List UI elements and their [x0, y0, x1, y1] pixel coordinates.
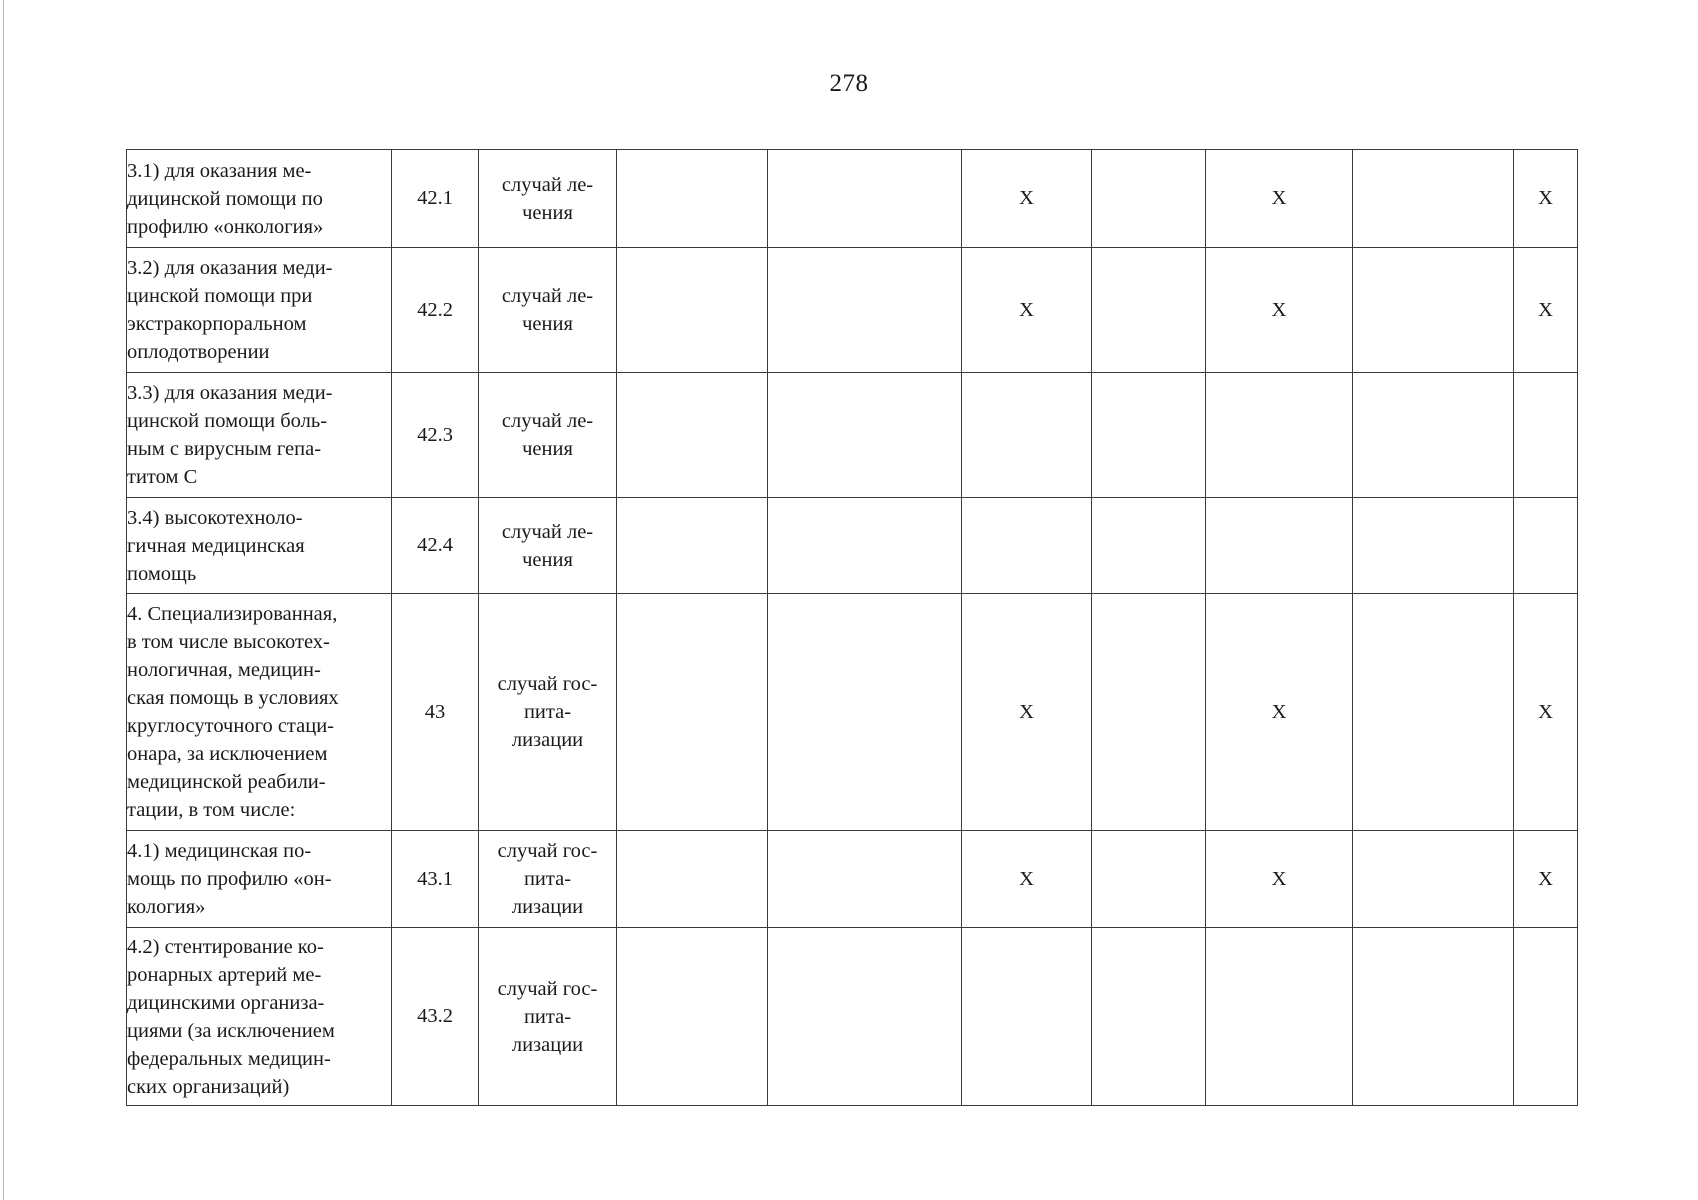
- unit-cell: [479, 248, 617, 373]
- indicator-name-line: 4. Специализированная,: [127, 603, 338, 625]
- indicator-name-cell: [127, 248, 392, 373]
- unit-line: пита-: [523, 868, 572, 890]
- indicator-name-line: круглосуточного стаци-: [127, 715, 335, 737]
- unit-line: чения: [522, 438, 573, 460]
- value-cell: [1514, 928, 1578, 1106]
- indicator-name-cell: [127, 150, 392, 248]
- indicator-name-cell: [127, 498, 392, 594]
- indicator-name-line: 3.3) для оказания меди-: [127, 382, 333, 404]
- value-cell: [617, 498, 768, 594]
- unit-line: случай ле-: [501, 285, 594, 307]
- value-cell: X: [1514, 831, 1578, 928]
- indicator-name-line: ских организаций): [127, 1075, 290, 1098]
- indicator-name-cell: [127, 831, 392, 928]
- value-cell: [1353, 831, 1514, 928]
- value-cell: X: [962, 150, 1092, 248]
- indicator-name-line: ронарных артерий ме-: [127, 963, 322, 986]
- table-row: [127, 831, 1578, 928]
- value-cell: [617, 373, 768, 498]
- value-cell: X: [1206, 594, 1353, 831]
- unit-line: лизации: [511, 896, 584, 918]
- unit-line: лизации: [511, 1033, 584, 1056]
- value-cell: [1353, 248, 1514, 373]
- unit-line: пита-: [523, 701, 572, 723]
- value-cell: X: [1514, 594, 1578, 831]
- value-cell: X: [1206, 150, 1353, 248]
- unit-line: пита-: [523, 1005, 572, 1028]
- table-row: [127, 928, 1578, 1106]
- unit-cell: [479, 831, 617, 928]
- indicator-name-line: цинской помощи боль-: [127, 410, 328, 432]
- value-cell: [768, 248, 962, 373]
- value-cell: [768, 831, 962, 928]
- value-cell: [1206, 373, 1353, 498]
- table-row: [127, 373, 1578, 498]
- indicator-name-line: оплодотворении: [127, 341, 270, 363]
- value-cell: [768, 594, 962, 831]
- unit-cell: [479, 594, 617, 831]
- value-cell: [1514, 373, 1578, 498]
- value-cell: X: [1206, 831, 1353, 928]
- indicator-name-cell: [127, 928, 392, 1106]
- indicator-name-line: онара, за исключением: [127, 743, 328, 765]
- table-row: [127, 498, 1578, 594]
- value-cell: [768, 150, 962, 248]
- indicator-name-line: ская помощь в условиях: [127, 687, 339, 709]
- unit-line: случай ле-: [501, 520, 594, 543]
- table-row: [127, 248, 1578, 373]
- indicator-name-line: нологичная, медицин-: [127, 659, 321, 681]
- unit-line: случай гос-: [497, 673, 598, 695]
- indicator-name-cell: [127, 594, 392, 831]
- indicator-name-line: дицинскими организа-: [127, 991, 325, 1014]
- indicator-name-line: 3.1) для оказания ме-: [127, 159, 312, 182]
- indicator-name-line: 4.1) медицинская по-: [127, 840, 312, 862]
- value-cell: [617, 831, 768, 928]
- value-cell: [1092, 831, 1206, 928]
- unit-line: чения: [522, 201, 573, 224]
- indicator-name-line: циями (за исключением: [127, 1019, 335, 1042]
- value-cell: [1092, 928, 1206, 1106]
- unit-cell: [479, 498, 617, 594]
- unit-line: случай ле-: [501, 410, 594, 432]
- value-cell: [1092, 150, 1206, 248]
- row-code-cell: 42.3: [392, 373, 479, 498]
- indicator-name-line: титом С: [127, 466, 198, 488]
- row-code-cell: 42.1: [392, 150, 479, 248]
- value-cell: X: [1514, 248, 1578, 373]
- unit-line: чения: [522, 313, 573, 335]
- row-code-cell: 43.2: [392, 928, 479, 1106]
- indicator-name-line: экстракорпоральном: [127, 313, 307, 335]
- indicator-name-line: ным с вирусным гепа-: [127, 438, 322, 460]
- value-cell: [1092, 248, 1206, 373]
- unit-line: лизации: [511, 729, 584, 751]
- value-cell: [1514, 498, 1578, 594]
- value-cell: [962, 928, 1092, 1106]
- table-row: [127, 594, 1578, 831]
- row-code-cell: 42.4: [392, 498, 479, 594]
- value-cell: [768, 498, 962, 594]
- value-cell: [1353, 498, 1514, 594]
- value-cell: X: [962, 594, 1092, 831]
- value-cell: [617, 928, 768, 1106]
- scan-edge-line: [3, 0, 4, 1200]
- unit-line: случай гос-: [497, 840, 598, 862]
- value-cell: [1353, 373, 1514, 498]
- table-row: [127, 150, 1578, 248]
- unit-line: случай ле-: [501, 173, 594, 196]
- value-cell: X: [962, 831, 1092, 928]
- indicator-name-line: в том числе высокотех-: [127, 631, 330, 653]
- indicator-name-line: помощь: [127, 562, 197, 585]
- value-cell: [768, 928, 962, 1106]
- indicator-name-line: мощь по профилю «он-: [127, 868, 332, 890]
- value-cell: [1353, 594, 1514, 831]
- row-code-cell: 43.1: [392, 831, 479, 928]
- page-number: 278: [829, 70, 869, 97]
- indicator-name-line: цинской помощи при: [127, 285, 313, 307]
- unit-cell: [479, 928, 617, 1106]
- value-cell: X: [962, 248, 1092, 373]
- value-cell: X: [1514, 150, 1578, 248]
- value-cell: [617, 594, 768, 831]
- indicator-name-line: 4.2) стентирование ко-: [127, 935, 324, 958]
- indicator-name-line: медицинской реабили-: [127, 771, 326, 793]
- indicator-name-line: 3.4) высокотехноло-: [127, 506, 303, 529]
- value-cell: [962, 373, 1092, 498]
- unit-cell: [479, 150, 617, 248]
- indicator-name-line: 3.2) для оказания меди-: [127, 257, 333, 279]
- indicator-name-line: гичная медицинская: [127, 534, 305, 557]
- value-cell: [1206, 928, 1353, 1106]
- row-code-cell: 42.2: [392, 248, 479, 373]
- value-cell: [768, 373, 962, 498]
- value-cell: [617, 248, 768, 373]
- indicator-name-line: тации, в том числе:: [127, 799, 296, 821]
- indicator-name-cell: [127, 373, 392, 498]
- value-cell: [1092, 594, 1206, 831]
- indicator-name-line: дицинской помощи по: [127, 187, 323, 210]
- unit-cell: [479, 373, 617, 498]
- value-cell: [1092, 373, 1206, 498]
- value-cell: [1353, 928, 1514, 1106]
- value-cell: [1353, 150, 1514, 248]
- value-cell: X: [1206, 248, 1353, 373]
- indicator-name-line: профилю «онкология»: [127, 215, 324, 238]
- value-cell: [1092, 498, 1206, 594]
- row-code-cell: 43: [392, 594, 479, 831]
- value-cell: [617, 150, 768, 248]
- value-cell: [962, 498, 1092, 594]
- unit-line: случай гос-: [497, 977, 598, 1000]
- unit-line: чения: [522, 548, 573, 571]
- indicator-name-line: кология»: [127, 896, 206, 918]
- data-table: [126, 149, 1578, 1106]
- value-cell: [1206, 498, 1353, 594]
- indicator-name-line: федеральных медицин-: [127, 1047, 331, 1070]
